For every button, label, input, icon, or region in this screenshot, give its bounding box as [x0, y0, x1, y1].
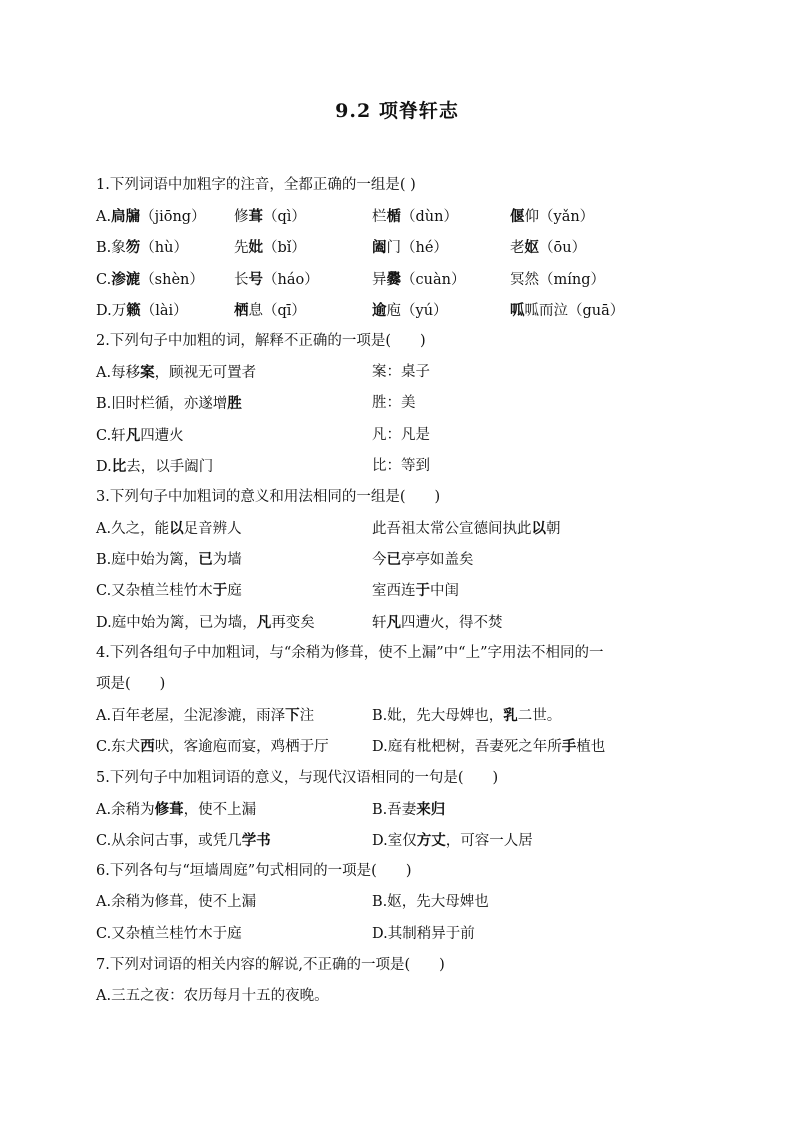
explanation: 比：等到 [372, 457, 430, 474]
option-cell: 长号（háo） [234, 270, 319, 288]
option-cell: 异爨（cuàn） [372, 270, 466, 288]
option-cell: 老妪（ōu） [510, 239, 587, 257]
option-cell: A.扃牖（jiōng） [96, 208, 206, 226]
question-4-options-cd: C.东犬西吠，客逾庖而宴，鸡栖于厅 D.庭有枇杷树，吾妻死之年所手植也 [96, 738, 606, 756]
question-4-stem-cont: 项是( ) [96, 676, 166, 692]
option-cell: 栏楯（dùn） [372, 208, 458, 226]
question-5-stem: 5.下列句子中加粗词语的意义，与现代汉语相同的一句是( ) [96, 769, 499, 786]
question-4-options-ab: A.百年老屋，尘泥渗漉，雨泽下注 B.妣，先大母婢也，乳二世。 [96, 707, 562, 725]
question-5-options-ab: A.余稍为修葺，使不上漏 B.吾妻来归 [96, 800, 446, 818]
question-1-row-b [96, 232, 716, 263]
explanation: 凡：凡是 [372, 426, 430, 443]
option-cell: 冥然（míng） [510, 271, 606, 288]
option-cell: 逾庖（yú） [372, 301, 448, 319]
explanation: 胜：美 [372, 395, 416, 412]
option-cell: 栖息（qī） [234, 301, 306, 319]
question-6-options-cd: C.又杂植兰桂竹木于庭 D.其制稍异于前 [96, 925, 475, 942]
question-2-option-a: A.每移案，顾视无可置者 案：桌子 [96, 357, 716, 388]
question-list [96, 170, 716, 1012]
question-3-option-b: B.庭中始为篱，已为墙 今已亭亭如盖矣 [96, 551, 474, 569]
option-cell: 呱呱而泣（guā） [510, 301, 625, 319]
question-7-option-a: A.三五之夜：农历每月十五的夜晚。 [96, 987, 329, 1004]
question-5-options-cd: C.从余问古事，或凭几学书 D.室仅方丈，可容一人居 [96, 831, 533, 849]
page-title: 9.2 项脊轩志 [335, 100, 459, 122]
question-7-stem: 7.下列对词语的相关内容的解说,不正确的一项是( ) [96, 956, 445, 973]
question-3-option-c: C.又杂植兰桂竹木于庭 室西连于中闺 [96, 582, 459, 600]
explanation: 案：桌子 [372, 364, 430, 381]
option-cell: 修葺（qì） [234, 208, 306, 226]
question-2-option-d: D.比去，以手阖门 比：等到 [96, 451, 716, 482]
option-cell: B.象笏（hù） [96, 239, 188, 257]
question-2-stem: 2.下列句子中加粗的词，解释不正确的一项是( ) [96, 332, 426, 349]
question-6-options-ab: A.余稍为修葺，使不上漏 B.妪，先大母婢也 [96, 894, 489, 911]
option-cell: C.渗漉（shèn） [96, 270, 204, 288]
question-6-stem: 6.下列各句与“垣墙周庭”句式相同的一项是( ) [96, 863, 412, 880]
question-2-option-b: B.旧时栏循，亦遂增胜 胜：美 [96, 388, 716, 419]
question-3-stem: 3.下列句子中加粗词的意义和用法相同的一组是( ) [96, 488, 441, 505]
option-cell: 阖门（hé） [372, 239, 448, 257]
option-cell: D.万籁（lài） [96, 301, 188, 319]
option-cell: 偃仰（yǎn） [510, 208, 595, 226]
question-1-row-a [96, 201, 716, 232]
question-1-row-c [96, 264, 716, 295]
question-4-stem: 4.下列各组句子中加粗词，与“余稍为修葺，使不上漏”中“上”字用法不相同的一 [96, 644, 604, 661]
question-1-stem: 1.下列词语中加粗字的注音，全都正确的一组是( ) [96, 177, 416, 193]
option-cell: 先妣（bǐ） [234, 239, 306, 257]
question-1-row-d [96, 295, 716, 326]
question-2-option-c: C.轩凡四遭火 凡：凡是 [96, 420, 716, 451]
question-3-option-d: D.庭中始为篱，已为墙，凡再变矣 轩凡四遭火，得不焚 [96, 613, 503, 631]
question-3-option-a: A.久之，能以足音辨人 此吾祖太常公宣德间执此以朝 [96, 520, 561, 538]
